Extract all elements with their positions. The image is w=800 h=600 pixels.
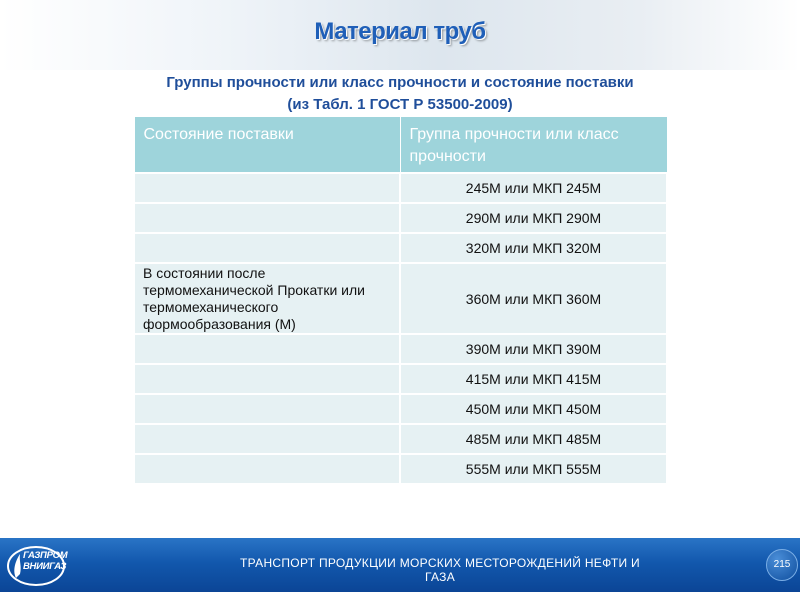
- table-row: [134, 454, 667, 484]
- logo-text: ГАЗПРОМ ВНИИГАЗ: [23, 550, 68, 572]
- column-header-condition: Состояние поставки: [134, 117, 400, 174]
- condition-cell: [134, 364, 400, 394]
- grade-cell: 485М или МКП 485М: [400, 424, 667, 454]
- grade-cell: 245М или МКП 245М: [400, 173, 667, 203]
- footer-divider: [0, 592, 800, 600]
- footer-bar: [0, 538, 800, 592]
- grade-cell: 320М или МКП 320М: [400, 233, 667, 263]
- table-row: [134, 394, 667, 424]
- table-header-row: [134, 117, 667, 174]
- condition-cell: [134, 394, 400, 424]
- table-row: [134, 203, 667, 233]
- table-row: [134, 424, 667, 454]
- subtitle-line-1: Группы прочности или класс прочности и состояние поставки: [166, 74, 634, 91]
- grade-cell: 450М или МКП 450М: [400, 394, 667, 424]
- page-number-badge: 215: [766, 549, 798, 581]
- table-row: [134, 263, 667, 334]
- condition-cell: [134, 233, 400, 263]
- table-row: [134, 334, 667, 364]
- subtitle-line-2: (из Табл. 1 ГОСТ Р 53500-2009): [287, 96, 513, 113]
- slide-title: Материал труб: [314, 18, 486, 45]
- footer-caption: ТРАНСПОРТ ПРОДУКЦИИ МОРСКИХ МЕСТОРОЖДЕНИЙ НЕФТИ И ГАЗА: [240, 556, 640, 584]
- condition-cell: [134, 203, 400, 233]
- column-header-grade: Группа прочности или класс прочности: [400, 117, 667, 174]
- condition-cell: [134, 424, 400, 454]
- condition-cell: [134, 173, 400, 203]
- grade-cell: 555М или МКП 555М: [400, 454, 667, 484]
- table-row: [134, 173, 667, 203]
- table-row: [134, 233, 667, 263]
- strength-grade-table: [133, 116, 668, 485]
- slide-subtitle: [100, 72, 700, 116]
- condition-cell: В состоянии после термомеханической Прокатки или термомеханического формообразования (М): [134, 263, 400, 334]
- table-row: [134, 364, 667, 394]
- grade-cell: 415М или МКП 415М: [400, 364, 667, 394]
- gazprom-logo: [6, 544, 66, 588]
- condition-cell: [134, 454, 400, 484]
- condition-cell: [134, 334, 400, 364]
- grade-cell: 390М или МКП 390М: [400, 334, 667, 364]
- grade-cell: 290М или МКП 290М: [400, 203, 667, 233]
- grade-cell: 360М или МКП 360М: [400, 263, 667, 334]
